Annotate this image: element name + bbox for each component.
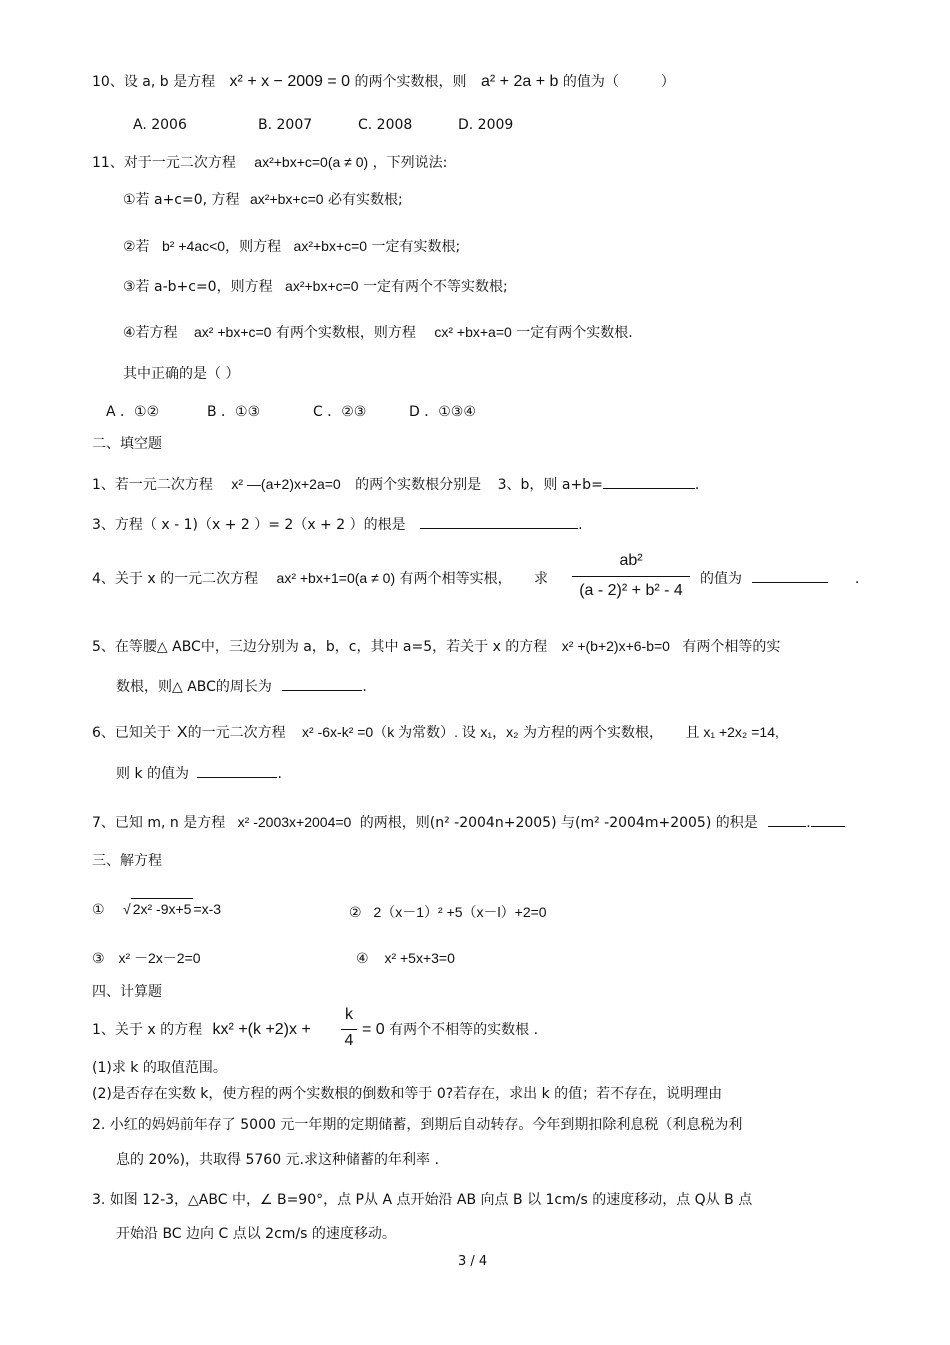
f6-e: 为方程的两个实数根，	[522, 725, 663, 741]
f4-f: .	[854, 571, 860, 587]
s2-a: ②若	[123, 239, 150, 255]
e3-number: ③	[92, 950, 105, 966]
f7-b: x² -2003x+2004=0	[237, 814, 352, 830]
f1-a: 1、若一元二次方程	[92, 477, 213, 493]
q10-option-a: A. 2006	[133, 117, 187, 133]
fill-3	[92, 514, 583, 535]
s2-b: b² +4ac<0	[162, 238, 226, 254]
fraction-bar	[572, 576, 690, 577]
sqrt-symbol: √ 2x² -9x+5	[123, 898, 193, 919]
f7-d: .	[806, 815, 811, 831]
s4-c: 有两个实数根，则方程	[275, 325, 416, 341]
q11-stem-eq: ax²+bx+c=0(a ≠ 0)	[254, 154, 369, 170]
fill-1	[92, 474, 699, 495]
c1-b: kx² +(k +2)x +	[212, 1021, 311, 1038]
s4-b: ax² +bx+c=0	[194, 324, 272, 340]
f3-e: .	[578, 517, 583, 533]
e4-number: ④	[356, 950, 369, 966]
s4-a: ④若方程	[123, 325, 178, 341]
e2-number: ②	[349, 904, 362, 920]
fill-6-line-2	[116, 763, 282, 784]
q11-stem-pre: 11、对于一元二次方程	[92, 155, 236, 171]
e2-body: 2（x－1）² +5（x－l）+2=0	[373, 904, 547, 920]
answer-blank[interactable]	[768, 812, 806, 827]
s1-c: 必有实数根;	[328, 192, 403, 208]
f6-x: X	[176, 724, 188, 741]
q10-equation: x² + x − 2009 = 0	[229, 73, 351, 90]
f5-e: .	[362, 679, 367, 695]
f4-c: 有两个相等实根，	[399, 571, 512, 587]
q11-option-a: A ．①②	[106, 404, 160, 420]
q11-question: 其中正确的是（ ）	[123, 366, 240, 382]
section-2-title: 二、填空题	[92, 436, 162, 452]
q11-option-c: C ．②③	[313, 404, 367, 420]
q10-suffix: 的值为（ ）	[562, 74, 675, 90]
q11-statement-2	[123, 236, 460, 257]
f3-a: 3、方程（ x - 1)（x + 2 ）= 2（x + 2 ）的根是	[92, 517, 406, 533]
fraction-denominator: 4	[344, 1032, 354, 1049]
equation-2	[349, 902, 547, 922]
f4-d: 求	[534, 571, 549, 587]
f6-c: x² -6x-k² =0（k 为常数）. 设	[302, 724, 476, 740]
e4-body: x² +5x+3=0	[384, 950, 455, 966]
q10-expression: a² + 2a + b	[480, 73, 559, 90]
s3-c: 一定有两个不等实数根;	[363, 279, 508, 295]
f7-c: 的两根，则(n² -2004n+2005) 与(m² -2004m+2005) 的积是	[359, 815, 758, 831]
f6-d: x₁，x₂	[480, 724, 519, 740]
calc-2-line-1: 2. 小红的妈妈前年存了 5000 元一年期的定期储蓄，到期后自动转存。今年到期扣除利息税（利息税为利	[92, 1117, 743, 1133]
f4-e: 的值为	[700, 571, 742, 587]
e3-body: x² －2x－2=0	[118, 950, 201, 966]
answer-blank[interactable]	[603, 474, 695, 489]
calc-1-part-1: (1)求 k 的取值范围。	[92, 1060, 227, 1076]
fill-6-line-1	[92, 722, 779, 743]
s3-b: ax²+bx+c=0	[285, 278, 359, 294]
q10-option-d: D. 2009	[458, 117, 514, 133]
fill-5-line-1	[92, 636, 780, 657]
q11-stem-post: ，下列说法:	[372, 155, 448, 171]
q11-stem	[92, 152, 447, 173]
calc-3-line-2: 开始沿 BC 边向 C 点以 2cm/s 的速度移动。	[116, 1226, 396, 1242]
s4-e: 一定有两个实数根.	[516, 325, 633, 341]
section-3-title: 三、解方程	[92, 853, 162, 869]
s4-d: cx² +bx+a=0	[434, 324, 512, 340]
q10-option-c: C. 2008	[358, 117, 413, 133]
f5-d: 数根，则△ ABC的周长为	[116, 679, 272, 695]
fill-5-line-2	[116, 676, 367, 697]
fraction-numerator: k	[345, 1006, 353, 1023]
f1-c: 的两个实数根分别是	[355, 477, 482, 493]
q10-option-b: B. 2007	[258, 117, 313, 133]
calc-2-line-2: 息的 20%)，共取得 5760 元.求这种储蓄的年利率 .	[116, 1152, 439, 1168]
f5-a: 5、在等腰△ ABC中，三边分别为 a，b，c，其中 a=5，若关于 x 的方程	[92, 639, 548, 655]
q10-stem	[92, 72, 675, 92]
s2-d: ax²+bx+c=0	[293, 238, 368, 254]
q11-option-d: D ．①③④	[409, 404, 476, 420]
q11-statement-1	[123, 189, 403, 210]
calc-1-part-2: (2)是否存在实数 k，使方程的两个实数根的倒数和等于 0?若存在，求出 k 的值；若不存在，说明理由	[92, 1086, 723, 1102]
fill-4	[92, 568, 548, 589]
fill-4-fraction	[572, 552, 690, 608]
s2-e: 一定有实数根;	[371, 239, 461, 255]
f7-a: 7、已知 m, n 是方程	[92, 815, 226, 831]
e1-rhs: =x-3	[193, 901, 222, 917]
f6-a: 6、已知关于	[92, 725, 171, 741]
fraction-bar	[341, 1029, 357, 1030]
section-4-title: 四、计算题	[92, 984, 162, 1000]
q10-prefix: 10、设 a, b 是方程	[92, 74, 216, 90]
e1-number: ①	[92, 902, 105, 918]
fill-4-tail	[700, 568, 859, 589]
s2-c: ，则方程	[225, 239, 282, 255]
answer-blank[interactable]	[197, 763, 277, 778]
f6-b: 的一元二次方程	[187, 725, 286, 741]
q11-statement-4	[123, 322, 633, 343]
fill-7	[92, 812, 845, 833]
f6-h: .	[277, 766, 282, 782]
calc-1-tail	[362, 1020, 538, 1040]
f4-b: ax² +bx+1=0(a ≠ 0)	[276, 570, 396, 586]
c1-c: = 0	[362, 1021, 385, 1038]
f1-b: x² —(a+2)x+2a=0	[231, 476, 341, 492]
radicand: 2x² -9x+5	[131, 898, 194, 919]
equation-4	[356, 948, 455, 968]
f5-b: x² +(b+2)x+6-b=0	[561, 638, 670, 654]
fraction-numerator: ab²	[619, 552, 643, 569]
equation-1	[92, 898, 221, 920]
calc-1-stem	[92, 1020, 311, 1040]
f1-d: 3、b，则 a+b=	[497, 477, 603, 493]
s1-a: ①若 a+c=0, 方程	[123, 192, 240, 208]
c1-a: 1、关于 x 的方程	[92, 1022, 203, 1038]
answer-blank[interactable]	[420, 514, 578, 529]
f5-c: 有两个相等的实	[682, 639, 781, 655]
answer-blank[interactable]	[282, 676, 362, 691]
f6-g: 则 k 的值为	[116, 766, 190, 782]
answer-blank[interactable]	[811, 812, 845, 827]
q11-statement-3	[123, 276, 508, 297]
q10-mid: 的两个实数根，则	[354, 74, 467, 90]
s3-a: ③若 a-b+c=0，则方程	[123, 279, 273, 295]
equation-3	[92, 948, 201, 968]
page-number: 3 / 4	[458, 1254, 488, 1269]
f1-e: .	[694, 477, 700, 493]
answer-blank[interactable]	[752, 568, 828, 583]
fraction-denominator: (a - 2)² + b² - 4	[579, 582, 683, 599]
calc-3-line-1: 3. 如图 12-3，△ABC 中，∠ B=90°，点 P从 A 点开始沿 AB 向点 B 以 1cm/s 的速度移动，点 Q从 B 点	[92, 1192, 753, 1208]
f6-f: 且 x₁ +2x₂ =14,	[685, 724, 779, 740]
q11-option-b: B ．①③	[207, 404, 261, 420]
c1-d: 有两个不相等的实数根 .	[389, 1022, 539, 1038]
calc-1-fraction	[341, 1006, 357, 1054]
f4-a: 4、关于 x 的一元二次方程	[92, 571, 259, 587]
s1-b: ax²+bx+c=0	[250, 191, 324, 207]
